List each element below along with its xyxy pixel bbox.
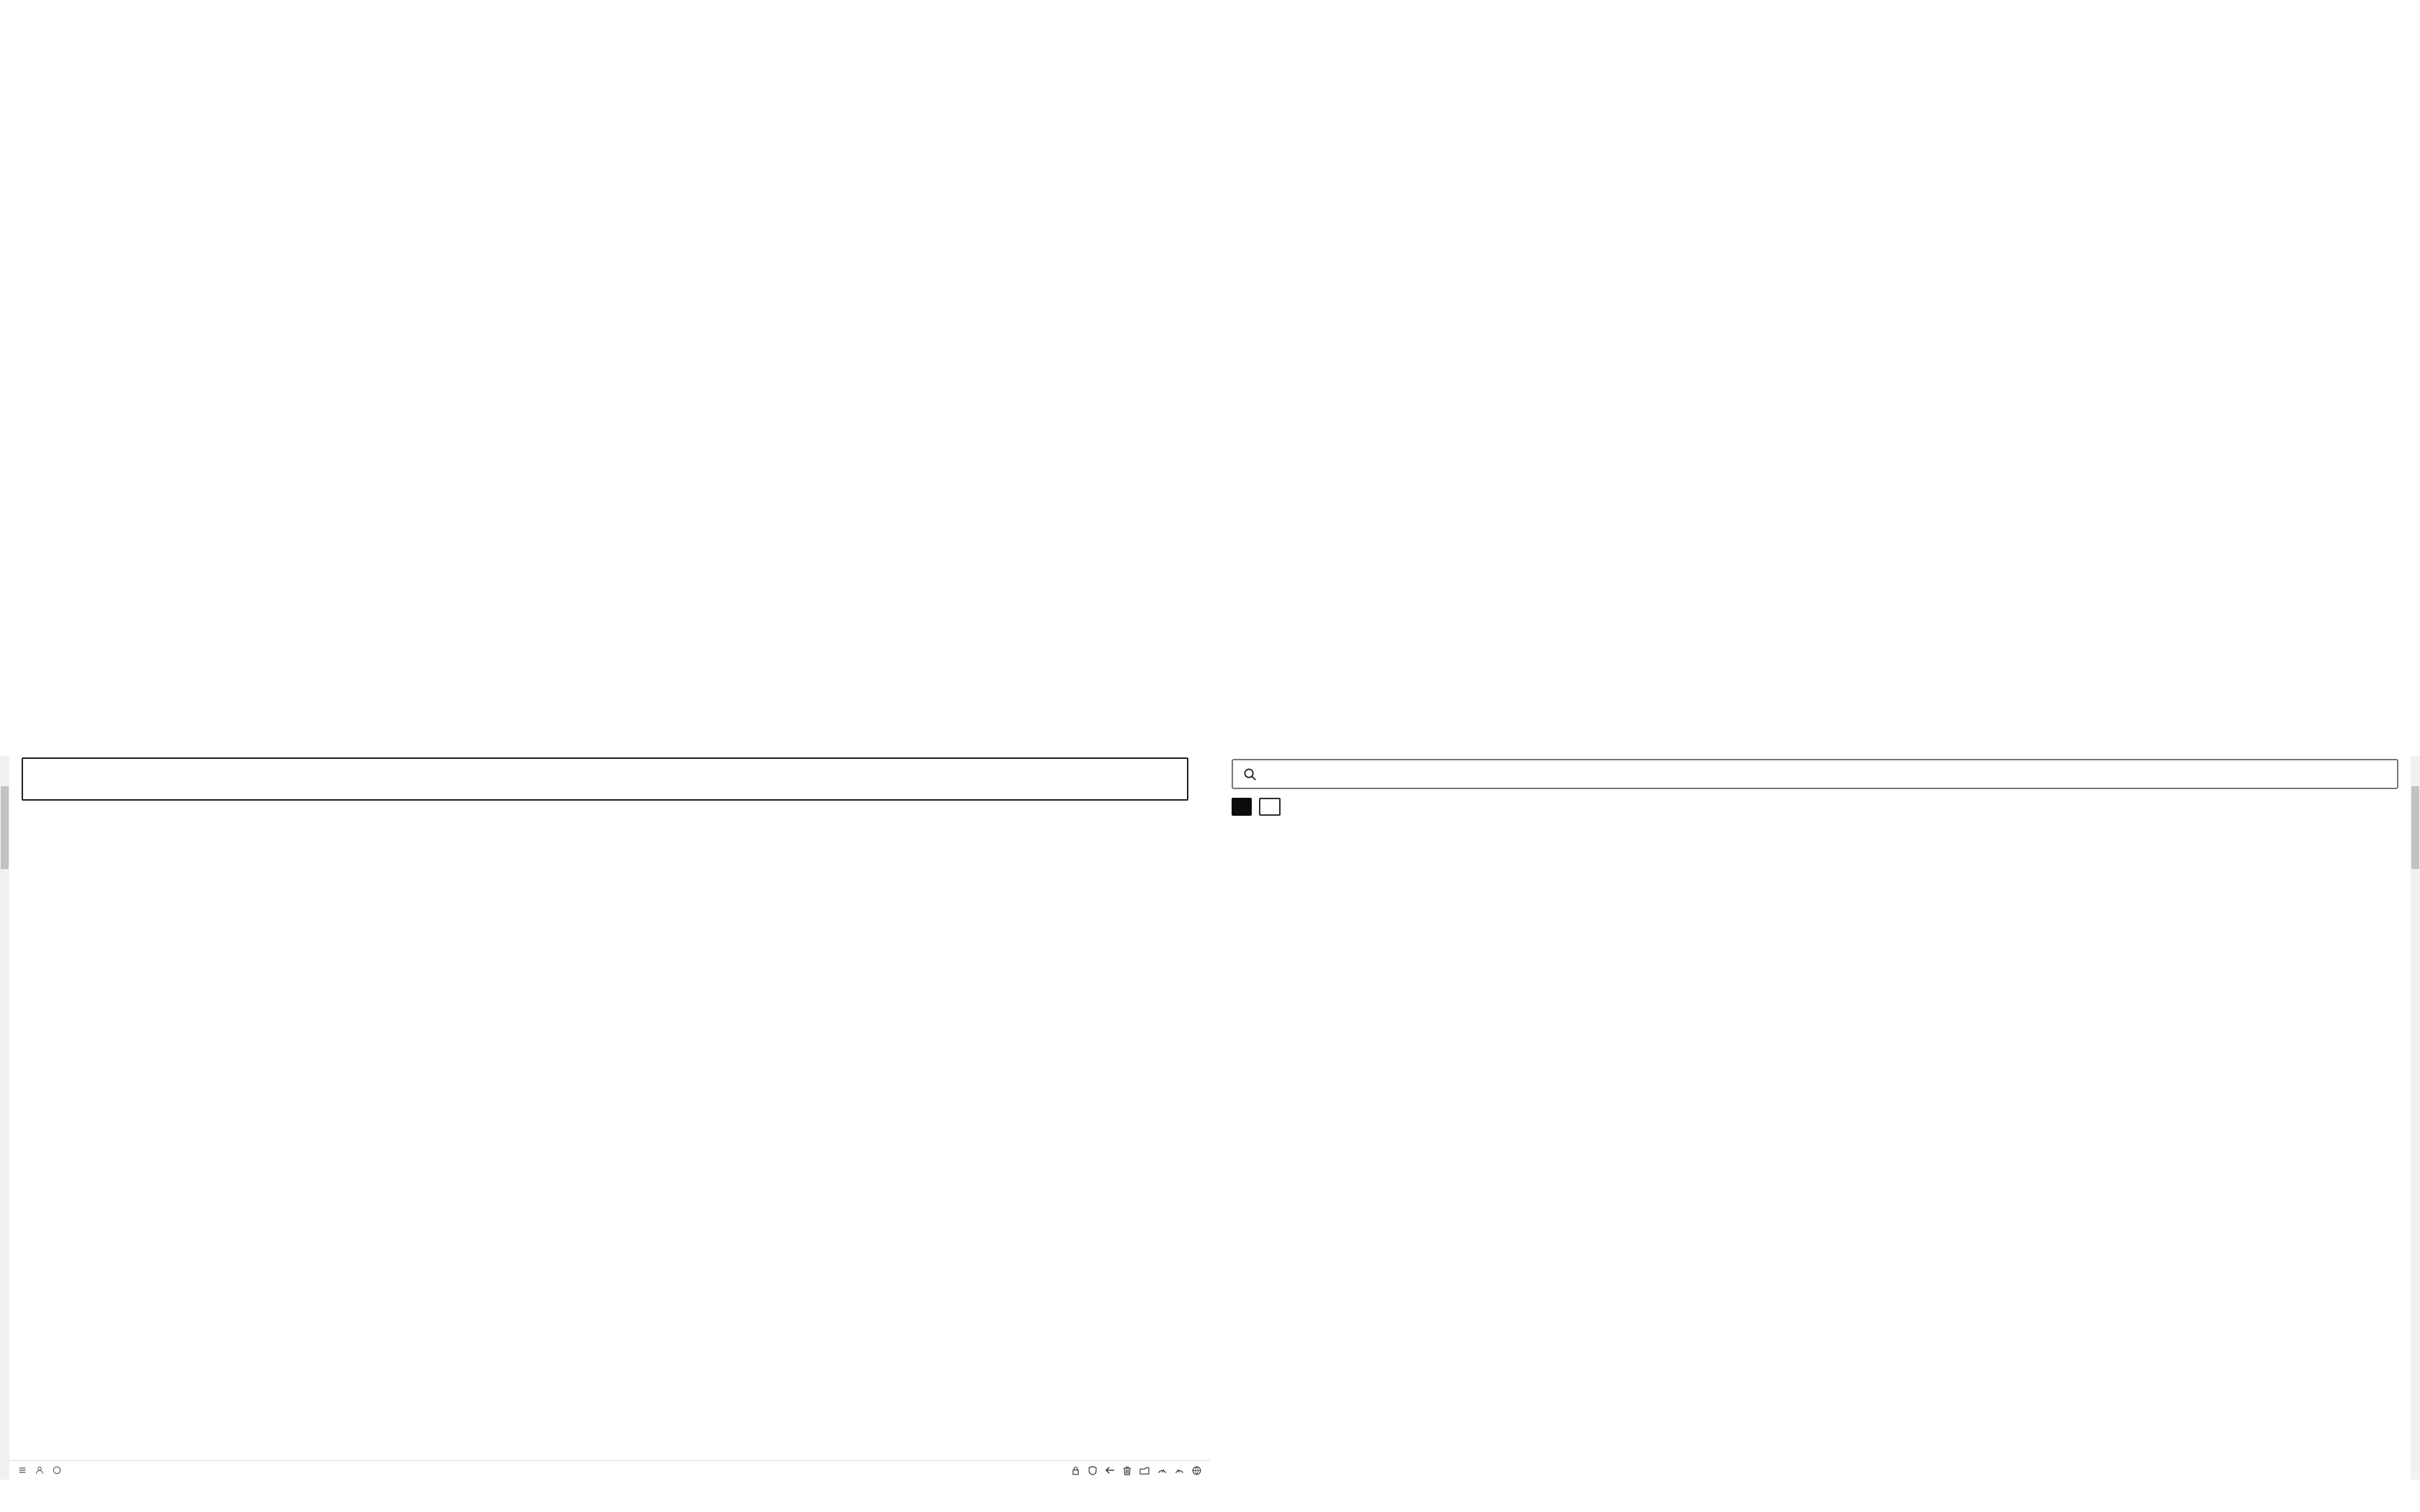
arrow-right-icon[interactable] [1104,1464,1116,1477]
page-viewport [22,811,1188,1419]
shield-icon[interactable] [1087,1464,1099,1477]
ai-search-button[interactable] [1232,798,1252,816]
taskbar [1210,1480,2420,1512]
browser-toolbar [9,1460,1210,1480]
page-scrollbar[interactable] [2411,756,2420,1480]
left-monitor [0,756,1210,1512]
search-results-page [1210,756,2420,1480]
resources-sidebar [2029,816,2339,827]
folder-icon[interactable] [1139,1464,1151,1477]
profile-icon[interactable] [34,1464,46,1477]
gauge-icon[interactable] [1173,1464,1186,1477]
trash-icon[interactable] [1121,1464,1134,1477]
search-icon [1243,768,1257,781]
extension-icon[interactable] [51,1464,63,1477]
taskbar [0,1480,1210,1512]
globe-icon[interactable] [1191,1464,1203,1477]
desktop-bottom-half [0,756,2420,1512]
answers-area [1232,816,2006,827]
scrollbar-thumb[interactable] [2411,786,2419,869]
lock-icon[interactable] [1070,1464,1082,1477]
browser-page-scrolled [0,756,1210,1480]
scrollbar-thumb[interactable] [1,786,9,869]
google-search-button[interactable] [1259,798,1281,816]
page-scrollbar[interactable] [0,756,9,1480]
menu-icon[interactable] [17,1464,29,1477]
followup-search-input[interactable] [22,757,1188,801]
gauge-icon[interactable] [1156,1464,1168,1477]
search-input[interactable] [1232,759,2398,789]
right-monitor [1210,756,2420,1512]
search-buttons [1232,798,2398,816]
